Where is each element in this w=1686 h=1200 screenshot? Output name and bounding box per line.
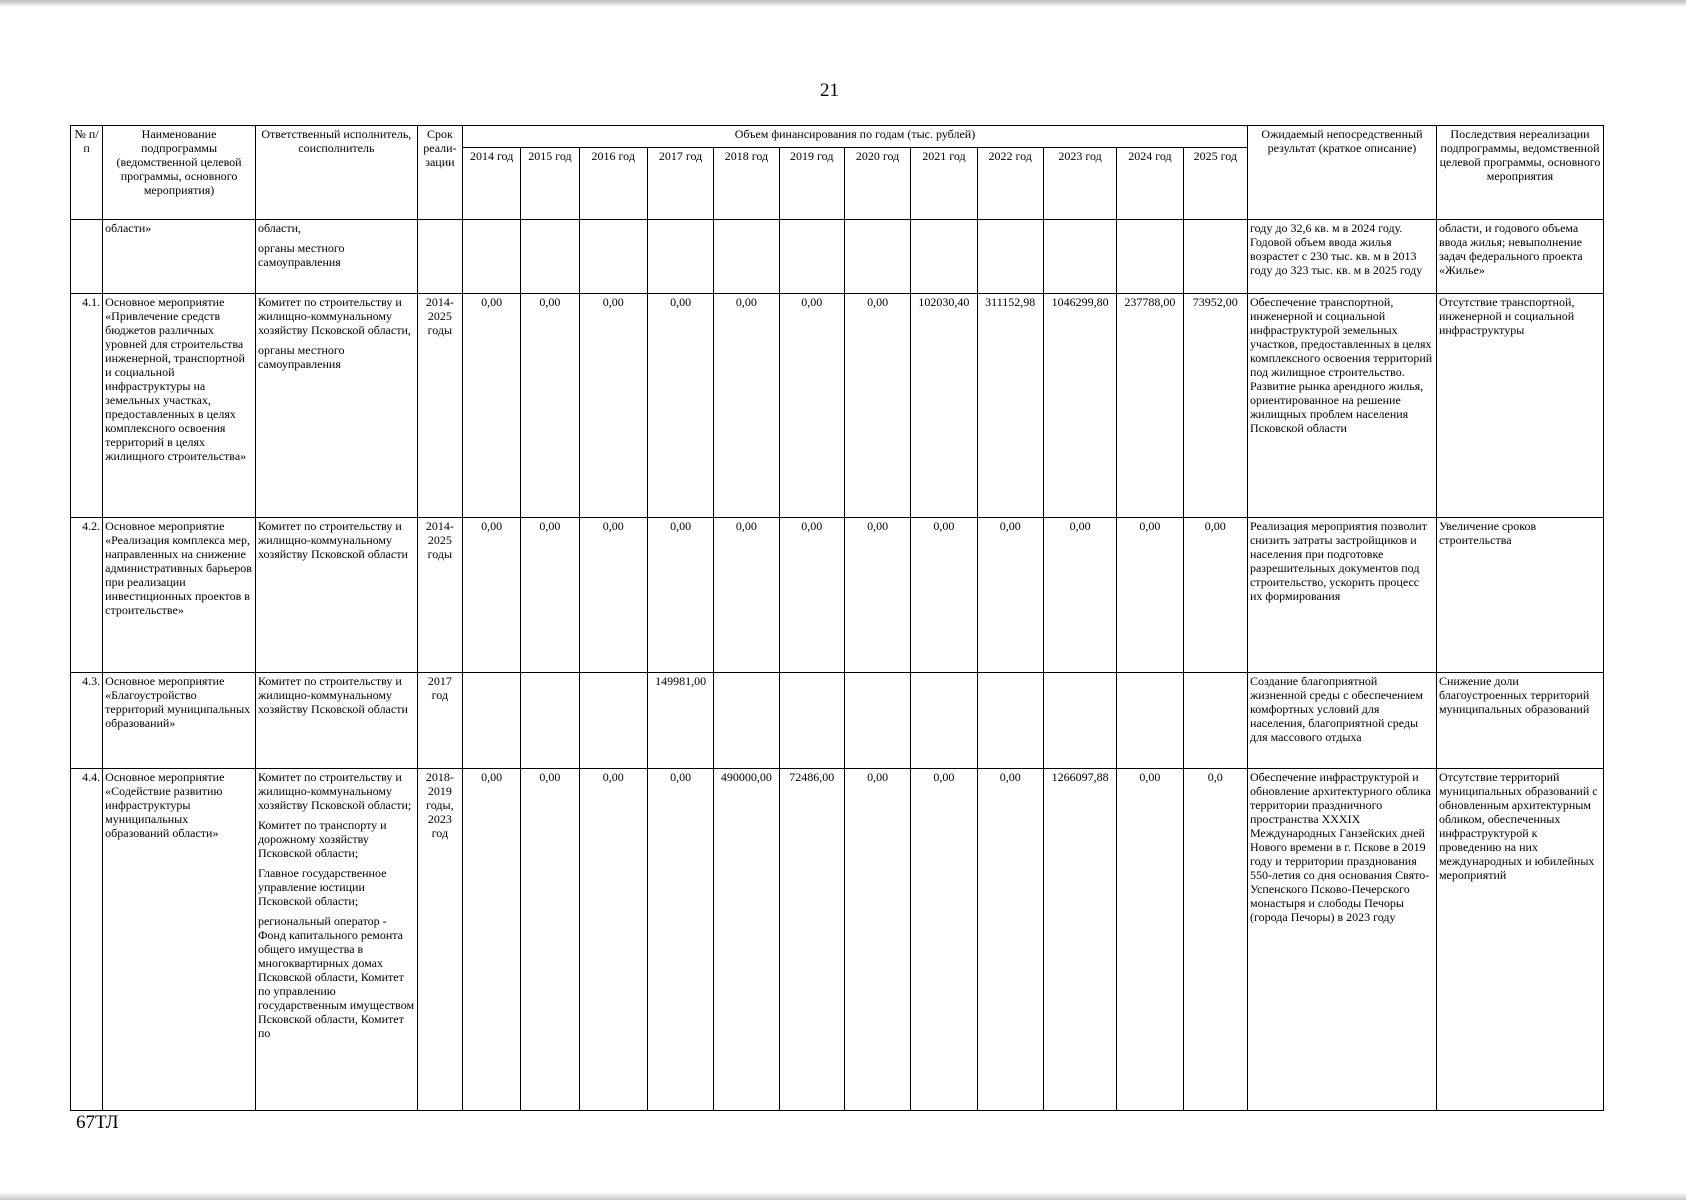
- header-year: 2016 год: [579, 148, 647, 220]
- responsible-entry: органы местного самоуправления: [257, 241, 345, 269]
- row-value: [1183, 673, 1247, 769]
- table-row: [71, 769, 1604, 1111]
- header-year: 2018 год: [714, 148, 779, 220]
- row-value: [977, 673, 1043, 769]
- header-name: Наименование подпрограммы (ведомственной целевой программы, основного мероприятия): [103, 126, 256, 220]
- row-value: [1183, 220, 1247, 294]
- row-value: 0,00: [647, 769, 713, 1111]
- row-value: 0,00: [844, 294, 910, 518]
- row-value: [647, 220, 713, 294]
- row-result: году до 32,6 кв. м в 2024 году. Годовой объем ввода жилья возрастет с 230 тыс. кв. м в 2013 году до 323 тыс. кв. м в 2025 году: [1247, 220, 1436, 294]
- row-name: Основное мероприятие «Благоустройство территорий муниципальных образований»: [103, 673, 256, 769]
- table-row: [71, 220, 1604, 294]
- header-term: Срок реали-зации: [417, 126, 462, 220]
- row-responsible: [255, 673, 417, 769]
- row-value: 0,00: [844, 769, 910, 1111]
- row-consequences: Отсутствие территорий муниципальных образований с обновленным архитектурным обликом, обеспеченных инфраструктурой к проведению на них международных и юбилейных мероприятий: [1436, 769, 1603, 1111]
- row-consequences: Отсутствие транспортной, инженерной и социальной инфраструктуры: [1436, 294, 1603, 518]
- footer-code: 67ТЛ: [76, 1112, 119, 1133]
- page-number: 21: [820, 80, 839, 101]
- row-value: 0,00: [579, 769, 647, 1111]
- row-value: 311152,98: [977, 294, 1043, 518]
- responsible-entry: региональный оператор - Фонд капитального ремонта общего имущества в многоквартирных домах Псковской области, Комитет по управлению государственным имуществом Псковской области, Комитет по: [257, 914, 415, 1040]
- row-term: 2014-2025 годы: [417, 518, 462, 673]
- table-row: [71, 518, 1604, 673]
- row-responsible: [255, 518, 417, 673]
- row-result: Обеспечение транспортной, инженерной и социальной инфраструктурой земельных участков, предоставленных в целях комплексного освоения территорий под жилищное строительство. Развитие рынка арендного жилья, ориентированное на решение жилищных проблем населения Псковской области: [1247, 294, 1436, 518]
- responsible-entry: Главное государственное управление юстиции Псковской области;: [257, 866, 387, 908]
- row-value: [844, 220, 910, 294]
- row-num: 4.3.: [71, 673, 103, 769]
- row-value: 0,00: [462, 769, 520, 1111]
- header-year: 2023 год: [1043, 148, 1116, 220]
- row-result: Реализация мероприятия позволит снизить затраты застройщиков и населения при подготовке разрешительных документов под строительство, ускорить процесс их формирования: [1247, 518, 1436, 673]
- row-value: 0,00: [779, 294, 844, 518]
- row-consequences: Снижение доли благоустроенных территорий муниципальных образований: [1436, 673, 1603, 769]
- row-term: 2018-2019 годы, 2023 год: [417, 769, 462, 1111]
- row-value: [779, 673, 844, 769]
- row-value: 0,00: [647, 518, 713, 673]
- row-value: [462, 220, 520, 294]
- row-result: Обеспечение инфраструктурой и обновление архитектурного облика территории праздничного пространства XXXIX Международных Ганзейских дней Нового времени в г. Пскове в 2019 году и территории празднования 550-летия со дня основания Свято-Успенского Псково-Печерского монастыря и слободы Печоры (города Печоры) в 2023 году: [1247, 769, 1436, 1111]
- row-value: [1117, 673, 1183, 769]
- row-value: 0,00: [1183, 518, 1247, 673]
- row-value: 0,00: [779, 518, 844, 673]
- row-value: [911, 220, 977, 294]
- scan-edge-bottom: [0, 1192, 1686, 1200]
- responsible-entry: Комитет по строительству и жилищно-коммунальному хозяйству Псковской области,: [257, 295, 411, 337]
- header-responsible: Ответственный исполнитель, соисполнитель: [255, 126, 417, 220]
- header-year: 2025 год: [1183, 148, 1247, 220]
- row-value: [714, 673, 779, 769]
- row-value: 1266097,88: [1043, 769, 1116, 1111]
- row-value: 0,00: [1117, 518, 1183, 673]
- row-value: 0,00: [977, 769, 1043, 1111]
- row-value: [1043, 673, 1116, 769]
- header-year: 2024 год: [1117, 148, 1183, 220]
- row-responsible: [255, 769, 417, 1111]
- row-name: области»: [103, 220, 256, 294]
- row-value: 0,00: [844, 518, 910, 673]
- row-value: 73952,00: [1183, 294, 1247, 518]
- row-value: 0,00: [647, 294, 713, 518]
- row-value: 0,00: [462, 518, 520, 673]
- row-responsible: [255, 220, 417, 294]
- table-row: [71, 294, 1604, 518]
- responsible-entry: органы местного самоуправления: [257, 343, 345, 371]
- row-num: 4.2.: [71, 518, 103, 673]
- row-value: 0,00: [911, 518, 977, 673]
- row-num: 4.4.: [71, 769, 103, 1111]
- row-value: 0,00: [521, 518, 579, 673]
- header-year: 2022 год: [977, 148, 1043, 220]
- row-num: 4.1.: [71, 294, 103, 518]
- header-year: 2021 год: [911, 148, 977, 220]
- row-value: 149981,00: [647, 673, 713, 769]
- responsible-entry: Комитет по строительству и жилищно-коммунальному хозяйству Псковской области: [257, 674, 408, 716]
- row-name: Основное мероприятие «Реализация комплекса мер, направленных на снижение административных барьеров при реализации инвестиционных проектов в строительстве»: [103, 518, 256, 673]
- scan-edge-top: [0, 0, 1686, 7]
- header-consequences: Последствия нереализации подпрограммы, ведомственной целевой программы, основного мероприятия: [1436, 126, 1603, 220]
- header-result: Ожидаемый непосредственный результат (краткое описание): [1247, 126, 1436, 220]
- row-result: Создание благоприятной жизненной среды с обеспечением комфортных условий для населения, благоприятной среды для массового отдыха: [1247, 673, 1436, 769]
- row-num: [71, 220, 103, 294]
- header-year: 2020 год: [844, 148, 910, 220]
- row-value: 0,00: [521, 294, 579, 518]
- row-term: [417, 220, 462, 294]
- funding-table: [70, 125, 1604, 1111]
- header-year: 2017 год: [647, 148, 713, 220]
- row-value: 237788,00: [1117, 294, 1183, 518]
- row-term: 2014-2025 годы: [417, 294, 462, 518]
- row-consequences: области, и годового объема ввода жилья; невыполнение задач федерального проекта «Жилье»: [1436, 220, 1603, 294]
- row-name: Основное мероприятие «Привлечение средств бюджетов различных уровней для строительства инженерной, транспортной и социальной инфраструктуры на земельных участках, предоставленных в целях комплексного освоения территорий в целях жилищного строительства»: [103, 294, 256, 518]
- row-value: 0,00: [579, 518, 647, 673]
- row-value: [1117, 220, 1183, 294]
- responsible-entry: области,: [257, 221, 302, 235]
- row-name: Основное мероприятие «Содействие развитию инфраструктуры муниципальных образований области»: [103, 769, 256, 1111]
- row-value: 72486,00: [779, 769, 844, 1111]
- table-row: [71, 673, 1604, 769]
- row-value: [521, 673, 579, 769]
- header-num: № п/п: [71, 126, 103, 220]
- row-value: 0,00: [714, 518, 779, 673]
- row-value: [579, 220, 647, 294]
- row-term: 2017 год: [417, 673, 462, 769]
- row-value: 0,00: [1117, 769, 1183, 1111]
- row-value: [1043, 220, 1116, 294]
- row-value: 0,00: [521, 769, 579, 1111]
- header-year: 2019 год: [779, 148, 844, 220]
- row-value: [579, 673, 647, 769]
- row-value: 0,0: [1183, 769, 1247, 1111]
- row-responsible: [255, 294, 417, 518]
- row-value: [844, 673, 910, 769]
- row-value: 0,00: [911, 769, 977, 1111]
- row-consequences: Увеличение сроков строительства: [1436, 518, 1603, 673]
- row-value: 490000,00: [714, 769, 779, 1111]
- header-year: 2015 год: [521, 148, 579, 220]
- header-funding: Объем финансирования по годам (тыс. рублей): [462, 126, 1247, 148]
- row-value: 0,00: [1043, 518, 1116, 673]
- row-value: [911, 673, 977, 769]
- row-value: [779, 220, 844, 294]
- responsible-entry: Комитет по строительству и жилищно-коммунальному хозяйству Псковской области;: [257, 770, 412, 812]
- row-value: 0,00: [579, 294, 647, 518]
- header-year: 2014 год: [462, 148, 520, 220]
- row-value: [462, 673, 520, 769]
- row-value: [521, 220, 579, 294]
- row-value: 102030,40: [911, 294, 977, 518]
- row-value: 0,00: [977, 518, 1043, 673]
- row-value: 1046299,80: [1043, 294, 1116, 518]
- row-value: [714, 220, 779, 294]
- row-value: 0,00: [714, 294, 779, 518]
- responsible-entry: Комитет по строительству и жилищно-коммунальному хозяйству Псковской области: [257, 519, 408, 561]
- row-value: [977, 220, 1043, 294]
- responsible-entry: Комитет по транспорту и дорожному хозяйству Псковской области;: [257, 818, 387, 860]
- row-value: 0,00: [462, 294, 520, 518]
